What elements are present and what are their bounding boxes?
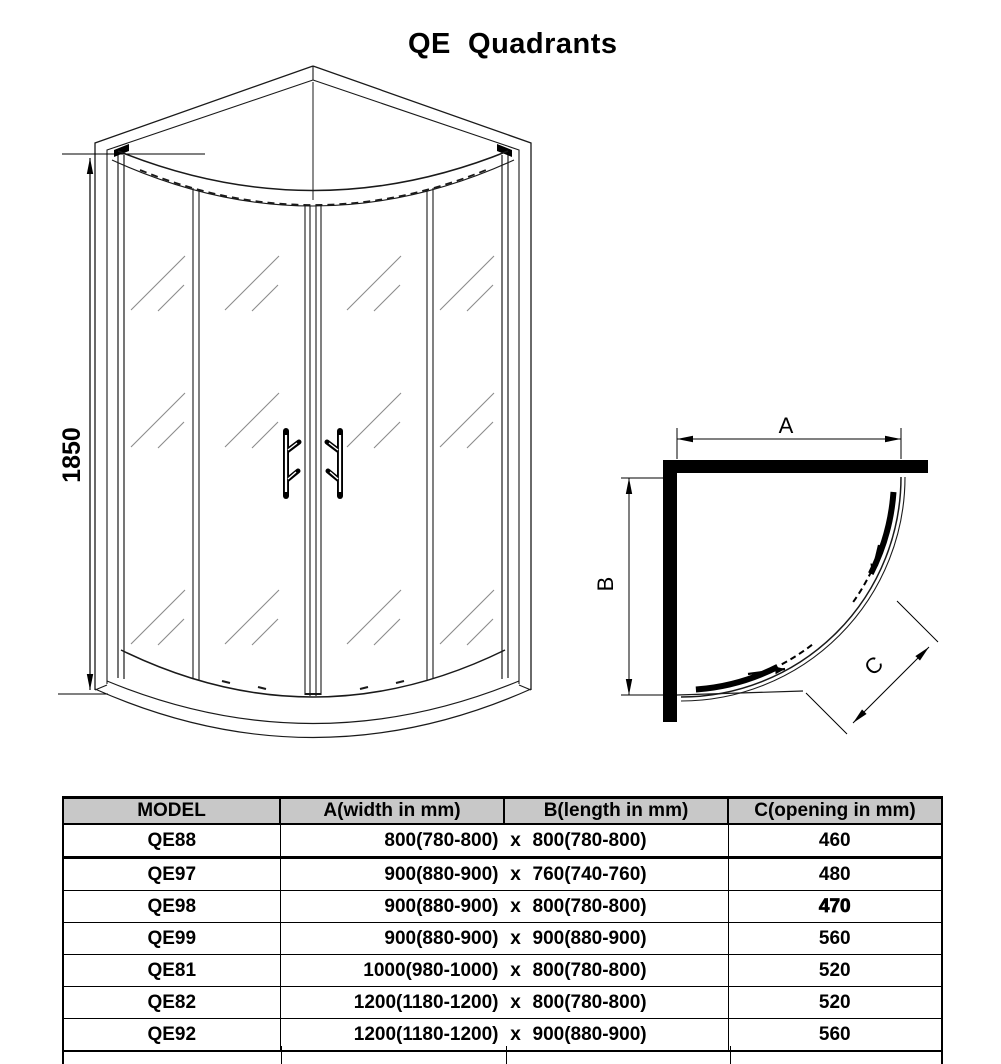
width-value: 900(880-900) (384, 895, 499, 917)
opening-cell: 560 (728, 923, 942, 955)
length-value: 800(780-800) (532, 829, 647, 851)
frame-posts (114, 144, 512, 679)
panel-stiles (193, 188, 433, 696)
width-value: 1000(980-1000) (363, 959, 499, 981)
dimension-a-label: A (778, 413, 794, 438)
x-separator: x (510, 895, 521, 917)
table-row (63, 923, 942, 955)
opening-cell: 460 (728, 824, 942, 858)
table-row (63, 858, 942, 891)
length-value: 800(780-800) (532, 991, 647, 1013)
spec-table-header (63, 798, 942, 825)
header-length: B(length in mm) (504, 798, 728, 825)
model-cell: QE98 (63, 891, 280, 923)
table-row (63, 1019, 942, 1052)
back-walls (95, 66, 531, 690)
width-value: 900(880-900) (384, 927, 499, 949)
page-title: QE Quadrants (408, 28, 618, 60)
length-value: 900(880-900) (532, 1023, 647, 1045)
table-gridline-stub (281, 1046, 282, 1064)
height-dimension (58, 154, 205, 694)
model-cell: QE99 (63, 923, 280, 955)
dimensions-cell (280, 824, 728, 858)
model-cell: QE88 (63, 824, 280, 858)
model-cell: QE82 (63, 987, 280, 1019)
dimensions-cell (280, 891, 728, 923)
header-width: A(width in mm) (280, 798, 504, 825)
wall-top (663, 460, 928, 473)
header-model: MODEL (63, 798, 280, 825)
x-separator: x (510, 863, 521, 885)
opening-cell: 520 (728, 955, 942, 987)
table-row (63, 955, 942, 987)
x-separator: x (510, 991, 521, 1013)
width-value: 1200(1180-1200) (353, 991, 499, 1013)
spec-table-wrapper (62, 796, 943, 1052)
table-gridline-stub (730, 1046, 731, 1064)
x-separator: x (510, 959, 521, 981)
dimension-c-label: C (859, 651, 889, 681)
table-row (63, 824, 942, 858)
table-gridline-stub (941, 1046, 943, 1064)
dimensions-cell (280, 858, 728, 891)
length-value: 760(740-760) (532, 863, 647, 885)
opening-cell: 480 (728, 858, 942, 891)
width-value: 900(880-900) (384, 863, 499, 885)
length-value: 800(780-800) (532, 895, 647, 917)
width-value: 1200(1180-1200) (353, 1023, 499, 1045)
x-separator: x (510, 829, 521, 851)
opening-cell: 470 (728, 891, 942, 923)
wall-left (663, 460, 677, 722)
opening-cell: 560 (728, 1019, 942, 1052)
spec-table (62, 796, 943, 1052)
length-value: 800(780-800) (532, 959, 647, 981)
dimensions-cell (280, 955, 728, 987)
model-cell: QE92 (63, 1019, 280, 1052)
top-view-diagram (585, 400, 1001, 760)
height-dimension-label: 1850 (58, 427, 86, 483)
dimensions-cell (280, 923, 728, 955)
opening-cell: 520 (728, 987, 942, 1019)
bottom-tray (95, 650, 531, 738)
glass-shine-marks (131, 256, 494, 645)
table-row (63, 891, 942, 923)
length-value: 900(880-900) (532, 927, 647, 949)
door-handle-right (327, 431, 340, 496)
dimension-b-label: B (593, 576, 618, 592)
x-separator: x (510, 927, 521, 949)
x-separator: x (510, 1023, 521, 1045)
table-gridline-stub (62, 1046, 64, 1064)
dimensions-cell (280, 1019, 728, 1052)
model-cell: QE81 (63, 955, 280, 987)
dimensions-cell (280, 987, 728, 1019)
door-handle-left (286, 431, 299, 496)
table-gridline-stub (506, 1046, 507, 1064)
front-view-diagram (40, 55, 570, 770)
model-cell: QE97 (63, 858, 280, 891)
header-opening: C(opening in mm) (728, 798, 942, 825)
width-value: 800(780-800) (384, 829, 499, 851)
table-row (63, 987, 942, 1019)
